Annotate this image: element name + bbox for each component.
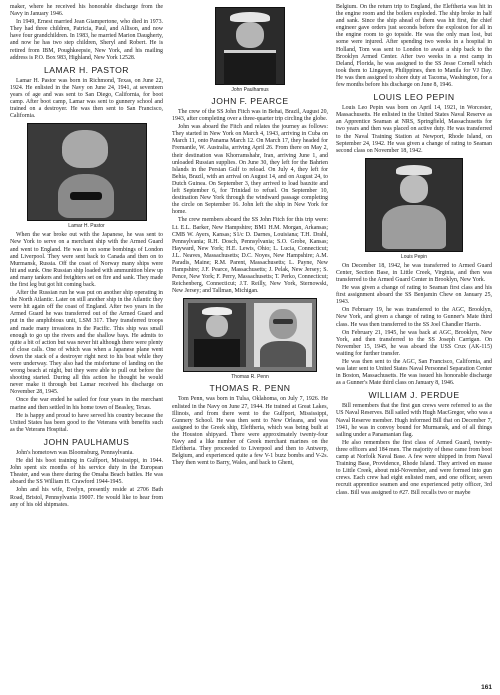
penn-recent-photo (254, 303, 312, 367)
paulhamus-paragraph-3: John and his wife, Evelyn, presently reside at 2706 Bath Road, Bristol, Pennsylvania 19007. He would like to hear from any of his old shipmates. (10, 487, 163, 508)
pastor-paragraph-1: Lamar H. Pastor was born in Richmond, Texas, on June 22, 1924. He enlisted in the Navy on June 24, 1941, at seventeen years of age and was sent to San Diego, California, for boot camp. After boot camp, Lamar was sent to gunnery school and trained on a destroyer. He was then sent to San Francisco, California. (10, 77, 163, 120)
pastor-paragraph-4: Once the war ended he sailed for four years in the merchant marine and then settled in his home town of Beasley, Texas. (10, 397, 163, 411)
pastor-portrait-top (62, 130, 108, 168)
heading-thomas-penn: THOMAS R. PENN (209, 383, 291, 394)
pepin-paragraph-2: On December 18, 1942, he was transferred to Armed Guard Center, Section Base, in Little Creek, Virginia, and then was transferred to the Armed Guard Center in Brooklyn, New York. (336, 262, 492, 283)
heading-john-pearce: JOHN F. PEARCE (211, 96, 289, 106)
intro-text-2: In 1949, Ernest married Jean Giampertone, who died in 1973. They had three children, Patricia, Paul, and Allison, and now have four grandchildren. In 1983, he married Marion Daugherty, and now he has two step children, Sheryl and Robert. He is retired from IBM, Poughkeepsie, New York, and his mailing address is P.O. Box 983, Highland, New York 12528. (10, 19, 163, 61)
pepin-paragraph-1: Louis Leo Pepin was born on April 14, 1921, in Worcester, Massachusetts. He enlisted in the United States Naval Reserve as an Apprentice Seaman at NRS, Springfield, Massachusetts for two years and then was placed on active duty. He was transferred to the Naval Training Station at Newport, Rhode Island, on September 24, 1942. He was given a change of rating to Seaman second class on November 18, 1942. (336, 105, 492, 154)
pepin-paragraph-4: On February 19, he was transferred to the AGC, Brooklyn, New York, and given a change of rating to Gunner's Mate third class. He was then transferred to the SS Joel Chandler Harris. (336, 307, 492, 328)
heading-john-paulhamus: JOHN PAULHAMUS (43, 436, 130, 447)
penn-young-photo (188, 303, 246, 367)
lamar-pastor-photo (27, 123, 147, 221)
perdue-paragraph-2: He also remembers the first class of Armed Guard, twenty-three officers and 184 men. The majority of these came from boot camp at Norfolk Naval Base. A few were shipped in from Naval Training Base, Providence, Rhode Island. They arrived en masse to Little Creek, about mid-November, and were formed into gun crews. Each crew had eight enlisted men, and one officer, seven recruit apprentice seamen and one experienced petty officer, 3rd class. Bill was assigned to #27. Bill recalls two or maybe (336, 439, 492, 496)
column-left (10, 4, 163, 510)
pepin-paragraph-5: On February 21, 1945, he was back at AGC, Brooklyn, New York, and then transferred to the SS Joseph Carrigan. On November 15, 1945, he was aboard the USS Crux (AK-115) waiting for further transfer. (336, 329, 492, 357)
pepin-torso-shape (382, 205, 446, 249)
pepin-paragraph-3: He was given a change of rating to Seaman first class and his first assignment aboard the SS Benjamin Chew on January 25, 1943. (336, 285, 492, 306)
paulhamus-paragraph-2: He did his boot training in Gulfport, Mississippi, in 1944. John spent six months of his service duty in the European Theater, and was there during the Omaha Beach battles. He was aboard the SS William H. Crawford 1944-1945. (10, 458, 163, 486)
column-middle (172, 4, 328, 468)
caption-thomas-penn: Thomas R. Penn (231, 374, 269, 381)
pearce-paragraph-1: The crew of the SS John Fitch was in Behai, Brazil, August 20, 1943, after completing over a three-quarter trip circling the globe. (172, 109, 328, 123)
john-paulhamus-photo (215, 7, 285, 85)
heading-louis-pepin: LOUIS LEO PEPIN (373, 92, 455, 103)
sailor-cap-shape (230, 12, 270, 22)
sailor-collar-shape (224, 50, 276, 85)
caption-john-paulhamus: John Paulhamus (231, 87, 269, 93)
pastor-paragraph-5: He is happy and proud to have served his country because the United States has been good to the Veterans with benefits such as the Veterans Hospital. (10, 412, 163, 433)
paulhamus-paragraph-1: John's hometown was Bloomsburg, Pennsylvania. (16, 449, 134, 456)
heading-lamar-pastor: LAMAR H. PASTOR (43, 64, 130, 75)
penn-paragraph-continued: Belgium. On the return trip to England, the Eleftheria was hit in the engine room and the boilers exploded. The ship broke in half and sank. Since the ship ahead of them was hit first, the chief engineer gave orders just seconds before the explosion for all in the engine room to go topside. He was the only man lost, but some were injured. After spending two weeks in a hospital in Holland, Tom was sent to London to await a ship back to the Brooklyn Armed Center. After two weeks in a rest camp in Deland, Florida, he was assigned to the SS Jesse Cornell which took them to Lingayen, Philippines, then to Manila for VJ Day. He was then assigned to shore duty at Tacoma, Washington, for a few months before his discharge on June 8, 1946. (336, 4, 492, 89)
pastor-paragraph-3: After the Russian run he was put on another ship operating in the North Atlantic. Later on still another ship in the Atlantic they were hit again off the coast of England. After two years in the Armed Guard he was transferred out of the Armed Guard and put in the amphibious unit, LSM 317. They transferred troops and made many invasions in the Pacific. This ship was small enough to go up the rivers and the shallow bays. He admits to quite a bit of action but was never hit although there were plenty of close calls. One of which was when a Japanese plane went down the stack of a destroyer right next to his boat while they were underway. They also had the misfortune of landing on the wrong beach at night, but they were able to pull out before the shooting started. During all this action he thought he would never make it through but Lamar received his discharge on November 28, 1945. (10, 290, 163, 396)
sailor-face-shape (236, 22, 264, 48)
sunglasses-shape (70, 192, 102, 200)
caption-louis-pepin: Louis Pepin (400, 253, 428, 260)
pastor-paragraph-2: When the war broke out with the Japanese, he was sent to New York to serve on a merchant ship with the Armed Guard and went to England. He was in on some bombings of London and Liverpool. They were sent back to Canada and then on to Murmansk, Russia. Off the coast of Norway many ships were hit and sunk. One Russian ship loaded with ammunition blew up and many tankers and freighters set on fire and sank. They made the first leg but got hit coming back. (10, 232, 163, 288)
page-number: 161 (481, 684, 492, 691)
heading-william-perdue: WILLIAM J. PERDUE (368, 390, 460, 401)
perdue-paragraph-1: Bill remembers that the first gun crews were referred to as the US Naval Reserves. Bill sailed with Hugh MacGregor, who was a Naval Reserve member. Hugh informed Bill that on December 7, 1941, he was in convoy bound for Murmansk, and of all things sailing under a Panamanian flag. (336, 403, 492, 438)
intro-text: maker, where he received his honorable discharge from the Navy in January 1946. (10, 4, 163, 18)
pepin-paragraph-6: He was then sent to the AGC, San Francisco, California, and was later sent to United States Naval Personnel Separation Center in Boston, Massachusetts. He was issued his honorable discharge as a Gunner's Mate third class on January 8, 1946. (336, 359, 492, 387)
thomas-penn-photo (183, 298, 317, 372)
penn-paragraph-1: Tom Penn, was born in Tulsa, Oklahoma, on July 7, 1926. He enlisted in the Navy on June 27, 1944. He trained at Great Lakes, Illinois, and from there went to the Gulfport, Mississippi, Gunnery School. He was then sent to New Orleans, and was assigned to the Greek ship, Eleftheria, which was being built at the Houston shipyard. There were approximately twenty-four Navy and a like number of Greek merchant marines on the Eleftheria. They proceeded to Liverpool and then to Antwerp, Belgium, and experienced quite a few V-1 buzz bombs and V-2s. They then went to Barry, Wales, and back to Ghent, (172, 396, 328, 467)
pepin-cap-shape (396, 165, 432, 175)
caption-lamar-pastor: Lamar H. Pastor (68, 223, 105, 230)
column-right (336, 4, 492, 498)
pearce-paragraph-2: John was aboard the Fitch and relates the journey as follows: They started in New York on March 4, 1943, arriving in Cuba on March 11, onto Panama March 12. On March 17, they headed for Fremantle, W. Australia, arriving April 26. From there on May 2, their destination was Khorramshahr, Iran, arriving June 1, and unloaded Russian supplies. On June 30, they left for the Bahrien Islands in the Persian Gulf to reload. On July 4, they left for Behia, Brazil, with an arrival on August 14, and on August 24, to Dutch Guinea. On September 3, they arrived to load bauxite and left September 6, for Trinidad to refuel. On September 10, destination New York through the windward passage completing the circle on September 16. John left the ship in New York for home. (172, 124, 328, 216)
louis-pepin-photo (365, 158, 463, 252)
pearce-paragraph-3: The crew members aboard the SS John Fitch for this trip were: Lt. E.L. Barker, New Hampshire; BM1 H.M. Morgan, Arkansas; CMB W. Ayers, Kansas; S1/c D. Darnes, Louisiana; T.H. Drahl, Pennsylvania; R.H. Dosch, Pennsylvania; S.O. Grobe, Kansas; Hayward, New York; H.E. Lewis, Ohio; L. Lucia, Connecticut; J.L. Neaves, Massachusetts; D.C. Noyes, New Hampshire; A.M. Paradis, Maine; R.M. Parent, Massachusetts; L. Payne, New Hampshire; J.F. Pearce, Massachusetts; J. Pelak, New Jersey; S. Pence, New York; F. Perry, Massachusetts; T. Perko, Connecticut; Reichenberg, Connecticut; J.T. Reilly, New York, Sternowski, New Jersey; and Tallman, Michigan. (172, 217, 328, 295)
pepin-face-shape (400, 175, 428, 203)
